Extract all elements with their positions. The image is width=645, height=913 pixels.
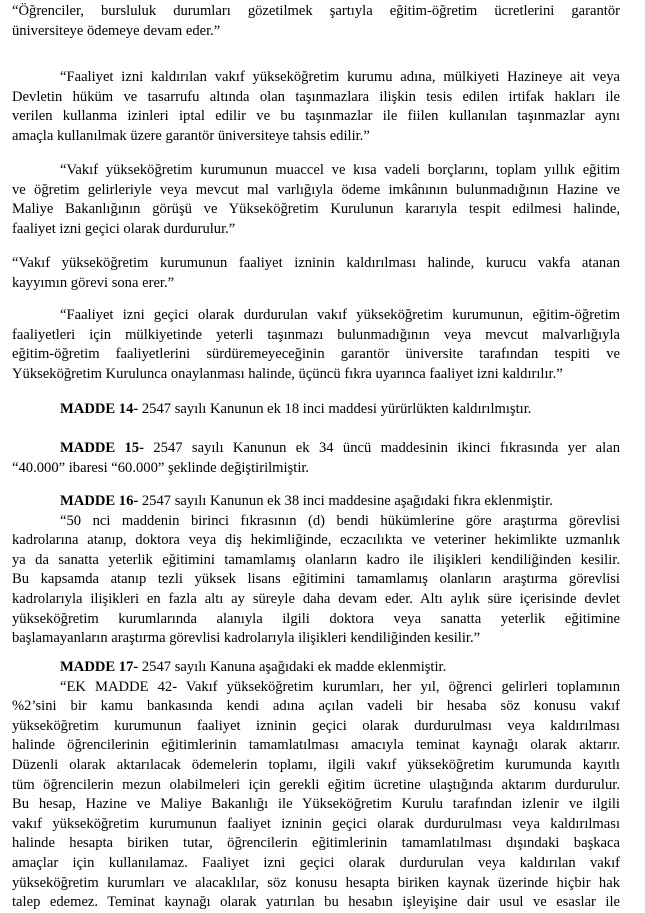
text-line <box>12 400 620 420</box>
text-line <box>12 492 620 512</box>
paragraph-property-rights <box>12 68 620 146</box>
text-line: tüm öğrencilerin mezun olabilmeleri için gerekli eğitim ücretine ulaştığında aktarım durdurulur. <box>12 776 620 793</box>
paragraph-debts <box>12 161 620 239</box>
text-line: amaçlar için kullanılamaz. Faaliyet izni geçici olarak durdurulan veya kaldırılan vakıf <box>12 854 620 871</box>
text-line: halinde öğrencilerinin eğitimlerinin tamamlatılması amacıyla teminat kaynağı olarak aktarır. <box>12 737 620 754</box>
text-line: Bu hesap, Hazine ve Maliye Bakanlığı ile Yükseköğretim Kurulu tarafından izlenir ve ilgili <box>12 796 620 813</box>
text-line: kayyımın görevi sona erer.” <box>12 274 175 291</box>
text-line: amaçla kullanılmak üzere garantör üniversiteye tahsis edilir.” <box>12 127 370 144</box>
text-line: ya da sanatta yeterlik eğitimini tamamlamış olanların kadro ile ilişikleri kendiliğinden kesilir. <box>12 551 620 568</box>
text-line: halinde hesapta biriken tutar, öğrencilerin eğitimlerinin tamamlatılması dışındaki başkaca <box>12 835 620 852</box>
text-line: Devletin hüküm ve tasarrufu altında olan taşınmazlara ilişkin tesis edilen irtifak hakları ile <box>12 88 620 105</box>
paragraph-suspension <box>12 306 620 384</box>
text-line: Maliye Bakanlığının görüşü ve Yükseköğretim Kurulunun kararıyla tespit edilmesi halinde, <box>12 201 620 218</box>
text-line: faaliyet izni geçici olarak durdurulur.” <box>12 220 236 237</box>
text-run: 2547 sayılı Kanunun ek 38 inci maddesine aşağıdaki fıkra eklenmiştir. <box>138 493 553 509</box>
text-line: “50 nci maddenin birinci fıkrasının (d) bendi hükümlerine göre araştırma görevlisi <box>60 512 620 529</box>
text-line: Bu kapsamda atanıp tezli yüksek lisans eğitimini tamamlamış olanların araştırma görevlisi <box>12 571 620 588</box>
article-heading: MADDE 17- <box>60 659 139 675</box>
article-heading: MADDE 14- <box>60 401 139 417</box>
text-run: 2547 sayılı Kanunun ek 18 inci maddesi yürürlükten kaldırılmıştır. <box>138 401 532 417</box>
text-line: “Vakıf yükseköğretim kurumunun muaccel ve kısa vadeli borçlarını, toplam yıllık eğitim <box>60 162 620 178</box>
text-line: “Vakıf yükseköğretim kurumunun faaliyet izninin kaldırılması halinde, kurucu vakfa atanan <box>12 255 620 271</box>
text-line <box>12 439 620 459</box>
text-line: yükseköğretim kurumunun faaliyet izninin geçici olarak durdurulması veya kaldırılması <box>12 717 620 734</box>
text-line: verilen kullanma izinleri iptal edilir ve bu taşınmazlar ile fiilen kullanılan taşınmazlar aynı <box>12 108 620 125</box>
text-line: Düzenli olarak aktarılacak ödemelerin toplamı, ilgili vakıf yükseköğretim kurumunda kayıtlı <box>12 756 620 773</box>
text-line <box>12 658 620 678</box>
article-15 <box>12 439 620 478</box>
text-line: “Öğrenciler, bursluluk durumları gözetilmek şartıyla eğitim-öğretim ücretlerini garantör <box>12 3 620 19</box>
text-line: ve öğretim gelirleriyle veya mevcut mal varlığıyla ödeme imkânının bulunmadığının Hazine ve <box>12 181 620 198</box>
article-16 <box>12 492 620 649</box>
text-line: “Faaliyet izni kaldırılan vakıf yükseköğretim kurumu adına, mülkiyeti Hazineye ait veya <box>60 69 620 85</box>
article-heading: MADDE 15- <box>60 440 144 456</box>
text-line: yükseköğretim kurumları ve alacaklılar, söz konusu hesapta biriken kaynak üzerinde hiçbir hak <box>12 874 620 891</box>
text-line: talep edemez. Teminat kaynağı olarak yatırılan bu hesabın işleyişine dair usul ve esaslar ile <box>12 894 620 911</box>
text-line: eğitim-öğretim faaliyetlerini sürdüremeyeceğinin garantör üniversite tarafından tespiti ve <box>12 346 620 363</box>
text-line: vakıf yükseköğretim kurumunun faaliyet izninin geçici olarak durdurulması veya kaldırılması <box>12 815 620 832</box>
paragraph-trustee <box>12 254 620 293</box>
text-line: faaliyetleri için mülkiyetinde yeterli taşınmazı bulunmadığının veya mevcut malvarlığıyla <box>12 326 620 343</box>
text-line: üniversiteye ödemeye devam eder.” <box>12 22 221 39</box>
text-run: 2547 sayılı Kanuna aşağıdaki ek madde eklenmiştir. <box>138 659 447 675</box>
text-line: başlamayanların araştırma görevlisi kadrolarıyla ilişikleri kendiliğinden kesilir.” <box>12 630 481 647</box>
text-line: %2’sini bir kamu bankasında kendi adına açılan vadeli bir hesaba söz konusu vakıf <box>12 698 620 715</box>
text-line: Yükseköğretim Kurulunca onaylanması halinde, üçüncü fıkra uyarınca faaliyet izni kaldırılır.” <box>12 365 563 382</box>
text-line: kadrolarıyla ilişikleri en fazla altı ay süreyle daha devam eder. Altı aylık süre içerisinde devlet <box>12 590 620 607</box>
text-line: “Faaliyet izni geçici olarak durdurulan vakıf yükseköğretim kurumunun, eğitim-öğretim <box>60 307 620 323</box>
paragraph-student-fees <box>12 2 620 41</box>
text-line: kadrolarına atanıp, doktora veya diş hekimliğinde, eczacılıkta ve veteriner hekimlikte uzmanlık <box>12 532 620 549</box>
article-17 <box>12 658 620 913</box>
article-14 <box>12 400 620 420</box>
text-line: yükseköğretim kurumlarında alanıyla ilgili doktora veya sanatta yeterlik eğitimine <box>12 610 620 627</box>
text-line: “40.000” ibaresi “60.000” şeklinde değiştirilmiştir. <box>12 459 310 476</box>
article-heading: MADDE 16- <box>60 493 139 509</box>
text-line: “EK MADDE 42- Vakıf yükseköğretim kurumları, her yıl, öğrenci gelirleri toplamının <box>60 678 620 695</box>
text-run: 2547 sayılı Kanunun ek 34 üncü maddesinin ikinci fıkrasında yer alan <box>143 440 620 456</box>
